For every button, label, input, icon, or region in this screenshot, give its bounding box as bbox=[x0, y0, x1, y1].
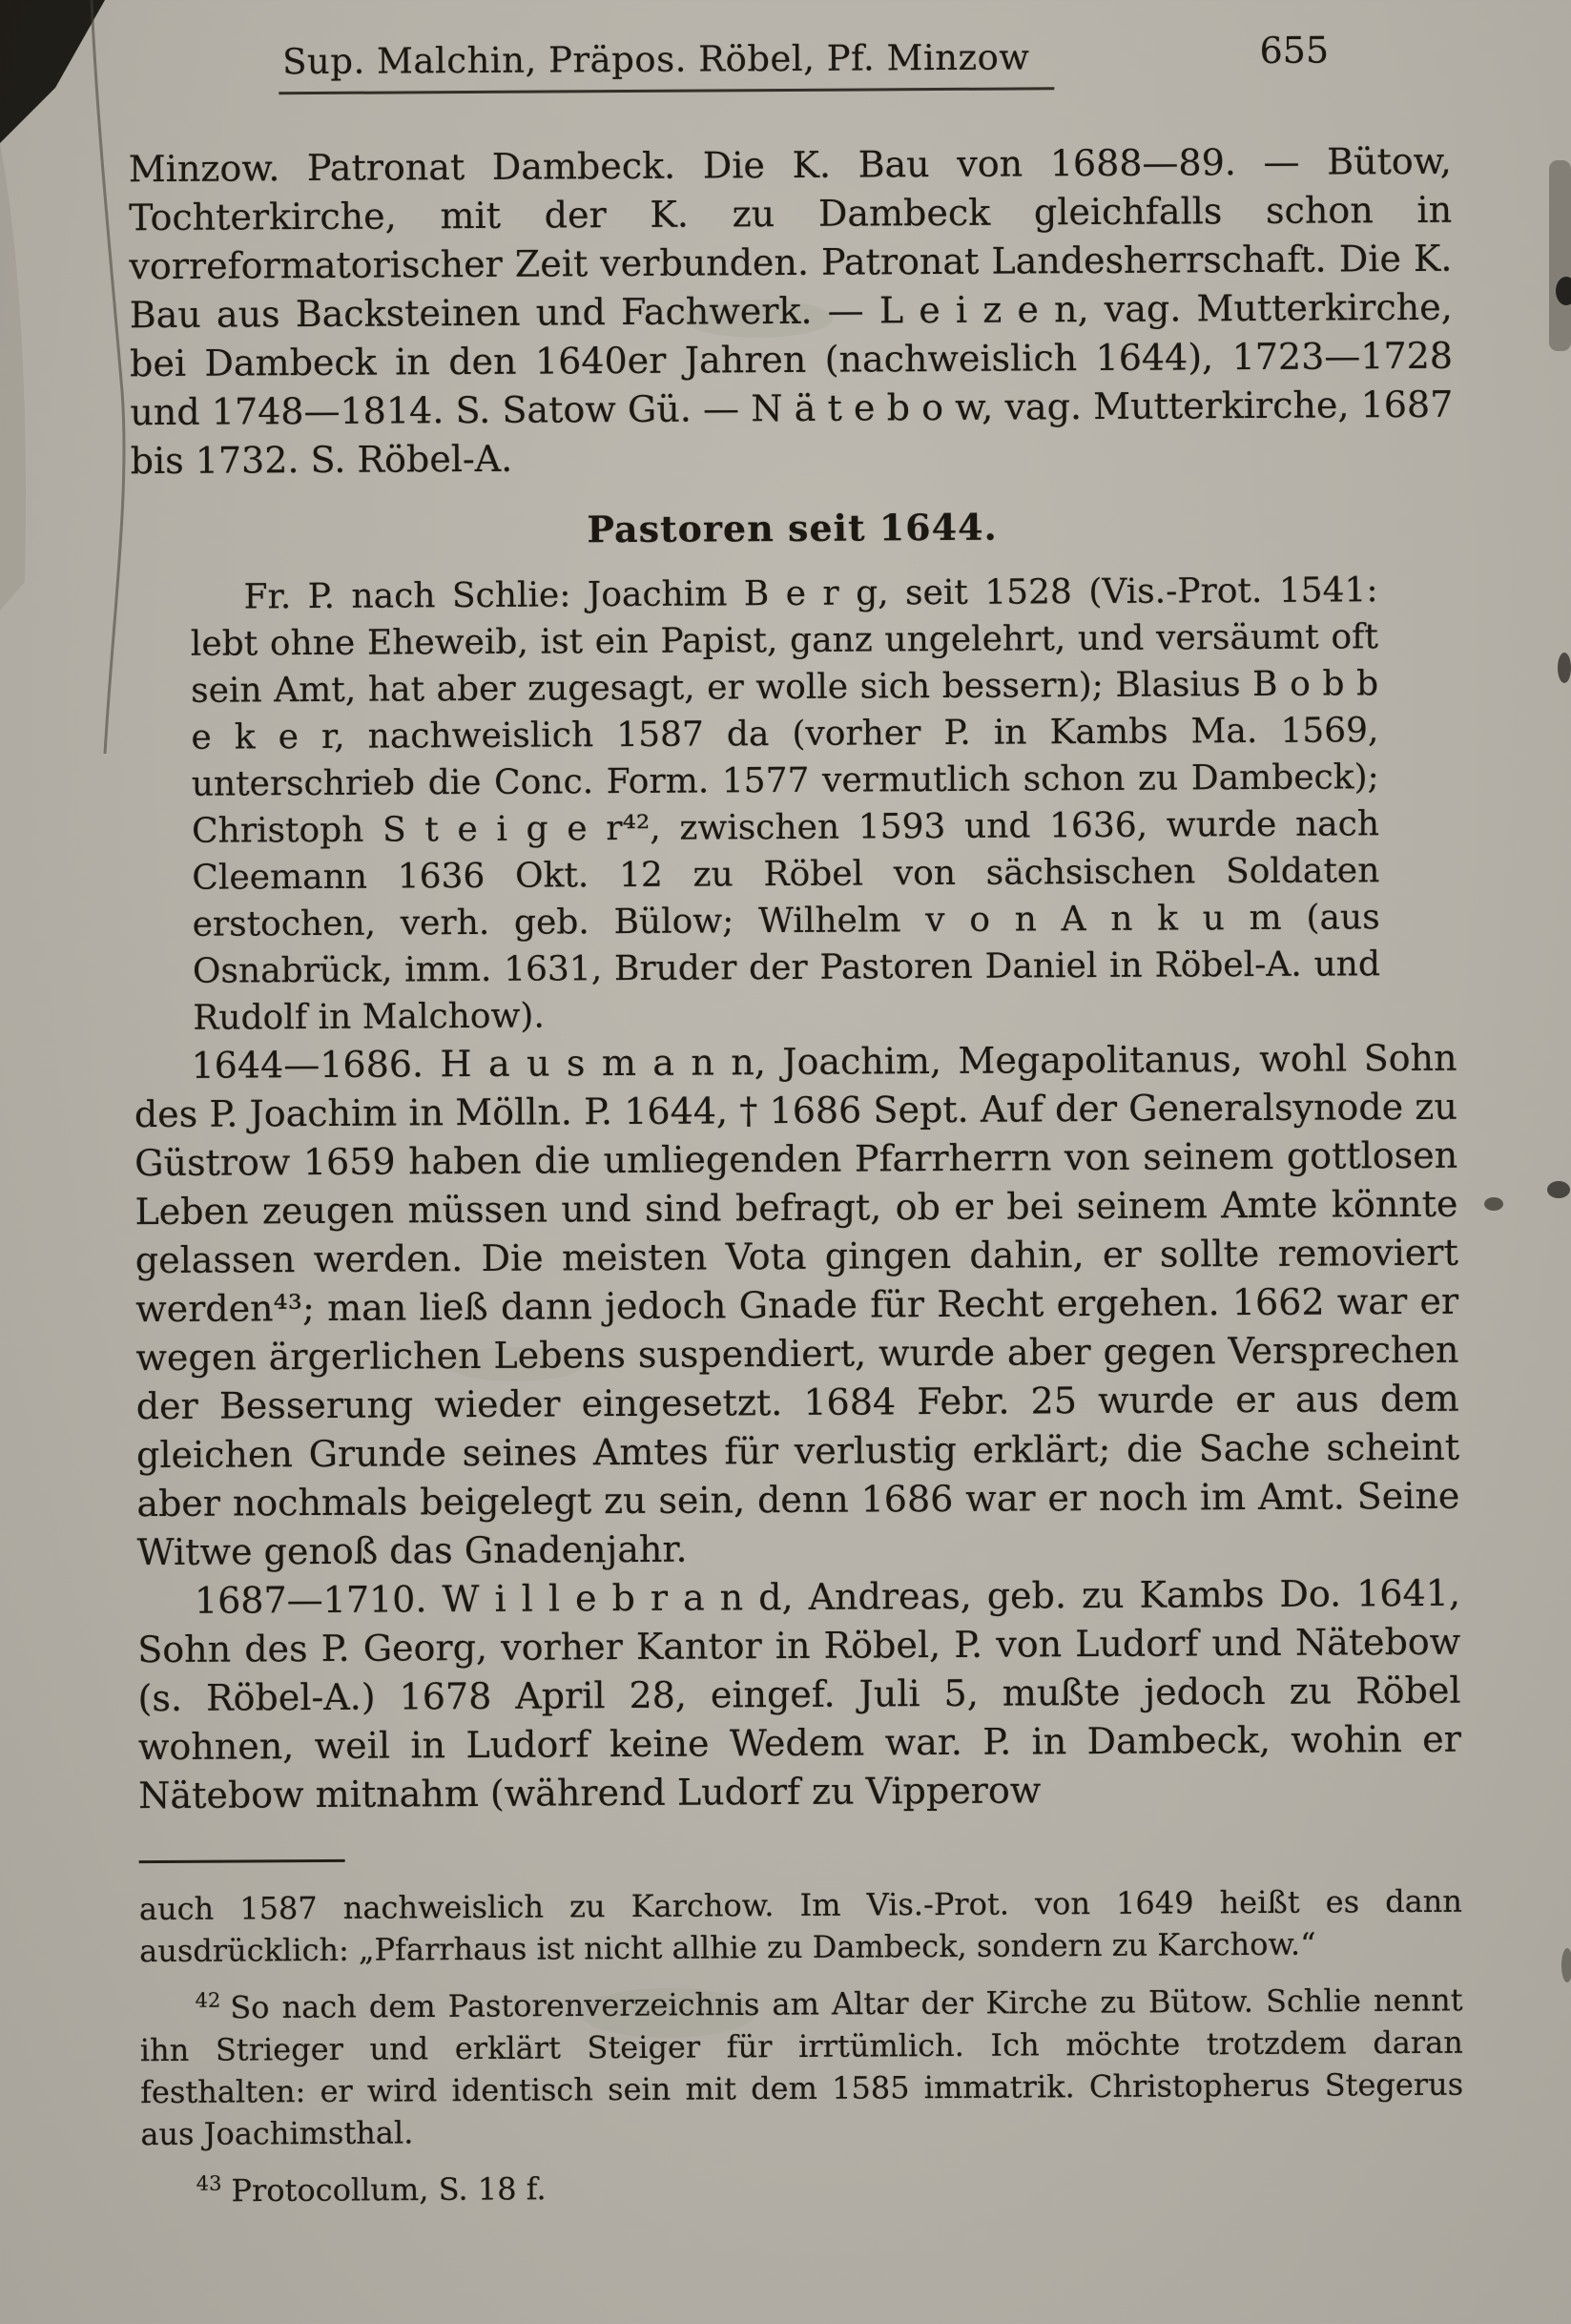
footnote-marker: 42 bbox=[195, 1988, 221, 2012]
footnote-continuation bbox=[139, 1880, 1463, 1972]
section-heading: Pastoren seit 1644. bbox=[587, 505, 998, 551]
paragraph-pastors-before-1644: Fr. P. nach Schlie: Joachim B e r g, seit 1528 (Vis.-Prot. 1541: lebt ohne Eheweib, ist ein Papist, ganz ungelehrt, und versäumt oft sein Amt, hat aber zugesagt, er wolle sich bessern); Blasius B o b b e k e r, nachweislich 1587 da (vorher P. in Kambs Ma. 1569, unterschrieb die Conc. Form. 1577 vermutlich schon zu Dambeck); Christoph S t e i g e r⁴², zwischen 1593 und 1636, wurde nach Cleemann 1636 Okt. 12 zu Röbel von sächsischen Soldaten erstochen, verh. geb. Bülow; Wilhelm v o n A n k u m (aus Osnabrück, imm. 1631, Bruder der Pastoren Daniel in Röbel-A. und Rudolf in Malchow). bbox=[190, 571, 1381, 1038]
footnote-text: So nach dem Pastorenverzeichnis am Altar der Kirche zu Bütow. Schlie nennt ihn Strieger und erklärt Steiger für irrtümlich. Ich möchte trotzdem daran festhalten: er wird identisch sein mit dem 1585 immatrik. Christopherus Stegerus aus Joachimsthal. bbox=[139, 1982, 1464, 2152]
running-title: Sup. Malchin, Präpos. Röbel, Pf. Minzow bbox=[279, 36, 1055, 94]
footnote-43 bbox=[141, 2154, 1464, 2211]
footnotes-section bbox=[139, 1880, 1464, 2212]
footnote-separator bbox=[139, 1859, 345, 1863]
page-number: 655 bbox=[1259, 29, 1330, 72]
footnote-text: Protocollum, S. 18 f. bbox=[231, 2169, 547, 2209]
footnote-42 bbox=[139, 1972, 1463, 2155]
paragraph-hausmann: 1644—1686. H a u s m a n n, Joachim, Megapolitanus, wohl Sohn des P. Joachim in Mölln. P. 1644, † 1686 Sept. Auf der Generalsynode zu Güstrow 1659 haben die umliegenden Pfarrherrn von seinem gottlosen Leben zeugen müssen und sind befragt, ob er bei seinem Amte könnte gelassen werden. Die meisten Vota gingen dahin, er sollte removiert werden⁴³; man ließ dann jedoch Gnade für Recht ergehen. 1662 war er wegen ärgerlichen Lebens suspendiert, wurde aber gegen Versprechen der Besserung wieder eingesetzt. 1684 Febr. 25 wurde er aus dem gleichen Grunde seines Amtes für verlustig erklärt; die Sache scheint aber nochmals beigelegt zu sein, denn 1686 war er noch im Amt. Seine Witwe genoß das Gnadenjahr. bbox=[134, 1036, 1460, 1574]
footnote-marker: 43 bbox=[196, 2171, 222, 2195]
paragraph-willebrand: 1687—1710. W i l l e b r a n d, Andreas, geb. zu Kambs Do. 1641, Sohn des P. Georg, vorher Kantor in Röbel, P. von Ludorf und Nätebow (s. Röbel-A.) 1678 April 28, eingef. Juli 5, mußte jedoch zu Röbel wohnen, weil in Ludorf keine Wedem war. P. in Dambeck, wohin er Nätebow mitnahm (während Ludorf zu Vipperow bbox=[137, 1571, 1462, 1817]
footnote-text: auch 1587 nachweislich zu Karchow. Im Vis.-Prot. von 1649 heißt es dann ausdrücklich: „Pfarrhaus ist nicht allhie zu Dambeck, sondern zu Karchow.“ bbox=[138, 1882, 1463, 1970]
paragraph-minzow-intro: Minzow. Patronat Dambeck. Die K. Bau von 1688—89. — Bütow, Tochterkirche, mit der K. zu Dambeck gleichfalls schon in vorreformatorischer Zeit verbunden. Patronat Landesherrschaft. Die K. Bau aus Backsteinen und Fachwerk. — L e i z e n, vag. Mutterkirche, bei Dambeck in den 1640er Jahren (nachweislich 1644), 1723—1728 und 1748—1814. S. Satow Gü. — N ä t e b o w, vag. Mutterkirche, 1687 bis 1732. S. Röbel-A. bbox=[128, 139, 1454, 483]
running-header bbox=[128, 29, 1451, 105]
